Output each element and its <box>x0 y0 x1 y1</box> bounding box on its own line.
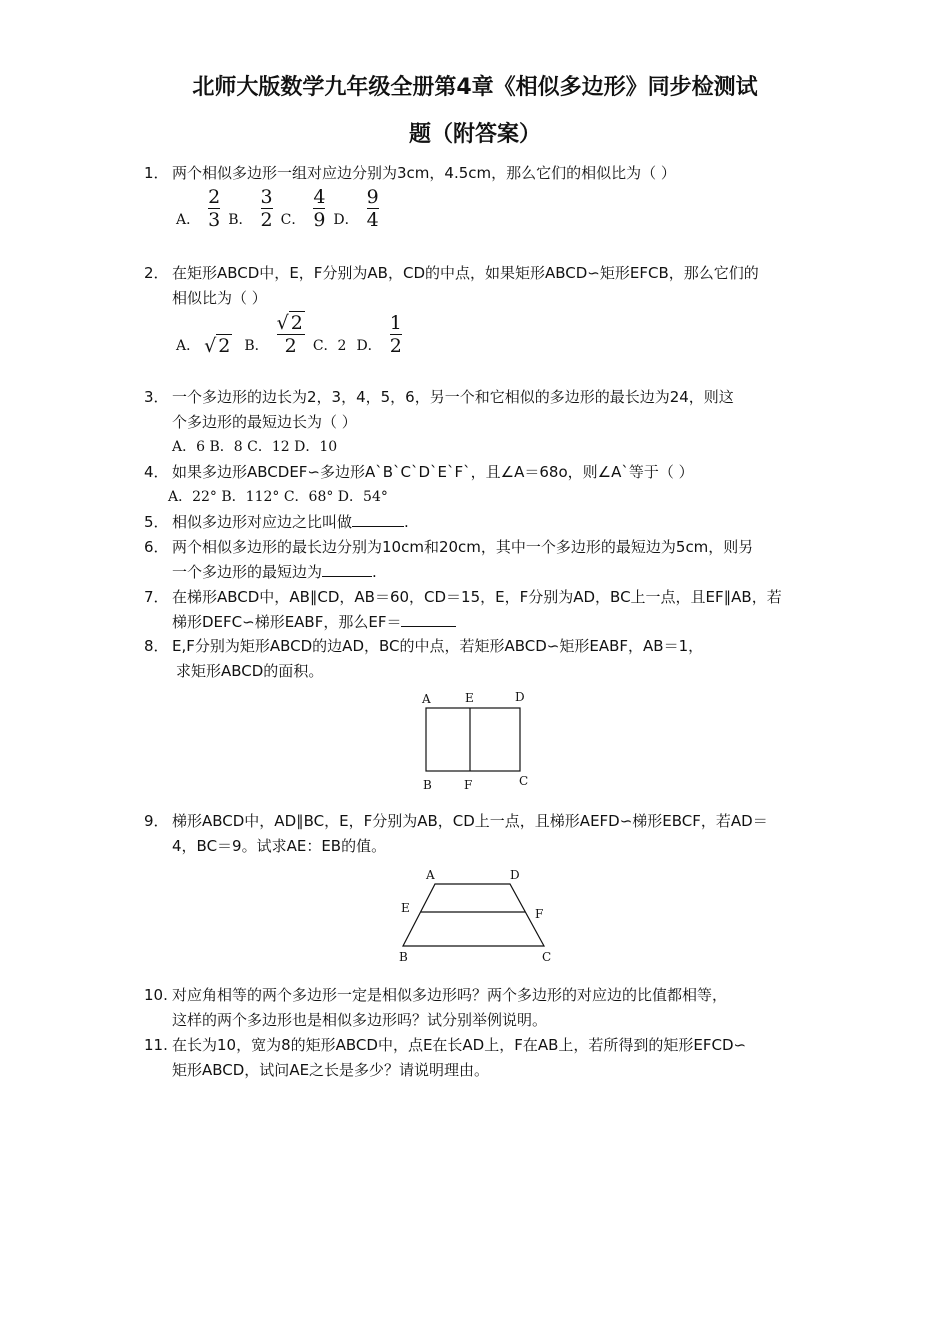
label-a: A <box>422 692 431 706</box>
radicand: 2 <box>218 335 231 357</box>
question-text: 在梯形ABCD中，AB∥CD，AB＝60，CD＝15，E，F分别为AD，BC上一点，且EF∥AB，若 <box>172 588 782 606</box>
question-text: 梯形ABCD中，AD∥BC，E，F分别为AB，CD上一点，且梯形AEFD∽梯形EBCF，若AD＝ <box>172 812 768 830</box>
punctuation: . <box>404 513 409 531</box>
question-text-cont: 求矩形ABCD的面积。 <box>176 662 324 680</box>
question-4 <box>144 460 814 510</box>
label-d: D <box>515 690 525 704</box>
option-label: D． <box>356 338 382 354</box>
denominator: 2 <box>389 335 402 357</box>
question-number: 10. <box>144 986 168 1004</box>
question-1 <box>144 161 814 186</box>
option-c-fraction <box>313 186 325 231</box>
question-2 <box>144 261 814 311</box>
label-c: C <box>519 774 529 788</box>
option-label: B． <box>244 338 269 354</box>
answer-blank[interactable] <box>401 626 456 627</box>
question-text: 两个相似多边形一组对应边分别为3cm，4.5cm，那么它们的相似比为（ ） <box>172 164 676 182</box>
option-a-fraction <box>208 186 220 231</box>
question-text: 两个相似多边形的最长边分别为10cm和20cm，其中一个多边形的最短边为5cm，则另 <box>172 538 754 556</box>
label-e: E <box>465 691 474 705</box>
question-11 <box>144 1033 814 1083</box>
label-c: C <box>542 950 552 964</box>
denominator: 4 <box>366 209 379 231</box>
question-number: 4． <box>144 463 169 481</box>
denominator: 3 <box>208 209 221 231</box>
option-d-fraction <box>367 186 379 231</box>
numerator: 4 <box>313 186 326 208</box>
question-text-cont: 4，BC＝9。试求AE：EB的值。 <box>172 837 387 855</box>
title-line-1: 北师大版数学九年级全册第4章《相似多边形》同步检测试 <box>192 75 758 100</box>
question-text: 如果多边形ABCDEF∽多边形A`B`C`D`E`F`，且∠A＝68o，则∠A`等于（ ） <box>172 463 694 481</box>
label-e: E <box>401 901 410 915</box>
question-1-options <box>176 186 383 231</box>
question-2-options <box>176 312 406 357</box>
option-label: C． <box>280 212 306 228</box>
label-a: A <box>426 868 435 882</box>
question-number: 5． <box>144 513 169 531</box>
question-text-cont: 矩形ABCD，试问AE之长是多少？请说明理由。 <box>172 1061 490 1079</box>
question-text-cont: 一个多边形的最短边为 <box>172 563 323 581</box>
label-b: B <box>423 778 432 792</box>
numerator: √ 2 <box>276 312 303 334</box>
trapezoid-abcd <box>403 884 544 946</box>
option-a-sqrt: √ 2 <box>204 335 231 357</box>
rectangle-abcd <box>426 708 520 771</box>
question-number: 1． <box>144 164 169 182</box>
answer-blank[interactable] <box>352 526 404 527</box>
label-f: F <box>535 907 544 921</box>
question-text: 相似多边形对应边之比叫做 <box>172 513 353 531</box>
radicand: 2 <box>290 312 303 334</box>
question-text: 在长为10，宽为8的矩形ABCD中，点E在长AD上，F在AB上，若所得到的矩形EFCD∽ <box>172 1036 747 1054</box>
answer-blank[interactable] <box>322 576 372 577</box>
question-6 <box>144 535 814 585</box>
question-10 <box>144 983 814 1033</box>
option-label: D． <box>333 212 359 228</box>
option-label: A． <box>176 212 201 228</box>
option-label: B． <box>228 212 253 228</box>
option-c: C．2 <box>312 338 347 354</box>
label-f: F <box>464 778 473 792</box>
rectangle-figure <box>415 688 535 794</box>
question-number: 11. <box>144 1036 168 1054</box>
numerator: 2 <box>208 186 221 208</box>
question-number: 8． <box>144 637 169 655</box>
question-number: 2． <box>144 264 169 282</box>
numerator: 9 <box>366 186 379 208</box>
question-8 <box>144 634 814 684</box>
question-number: 6． <box>144 538 169 556</box>
question-text-cont: 这样的两个多边形也是相似多边形吗？试分别举例说明。 <box>172 1011 548 1029</box>
question-options: A．6 B．8 C．12 D．10 <box>172 439 338 455</box>
question-3 <box>144 385 814 460</box>
question-options: A．22° B．112° C．68° D．54° <box>168 489 388 505</box>
question-text: 对应角相等的两个多边形一定是相似多边形吗？两个多边形的对应边的比值都相等， <box>172 986 728 1004</box>
question-number: 7． <box>144 588 169 606</box>
option-d-fraction <box>390 312 402 357</box>
question-5 <box>144 510 814 535</box>
denominator: 9 <box>313 209 326 231</box>
label-d: D <box>510 868 520 882</box>
option-b-fraction <box>261 186 273 231</box>
question-text: 一个多边形的边长为2，3，4，5，6，另一个和它相似的多边形的最长边为24，则这 <box>172 388 734 406</box>
numerator: 3 <box>260 186 273 208</box>
question-number: 9． <box>144 812 169 830</box>
question-text-cont: 梯形DEFC∽梯形EABF，那么EF＝ <box>172 613 402 631</box>
option-label: A． <box>176 338 201 354</box>
title-line-2: 题（附答案） <box>408 122 541 147</box>
denominator: 2 <box>260 209 273 231</box>
question-text-cont: 个多边形的最短边长为（ ） <box>172 413 357 431</box>
question-7 <box>144 585 814 635</box>
numerator: 1 <box>389 312 402 334</box>
label-b: B <box>399 950 408 964</box>
trapezoid-figure <box>392 864 562 968</box>
question-text: 在矩形ABCD中，E，F分别为AB，CD的中点，如果矩形ABCD∽矩形EFCB，那么它们的 <box>172 264 759 282</box>
question-number: 3． <box>144 388 169 406</box>
question-text: E,F分别为矩形ABCD的边AD，BC的中点，若矩形ABCD∽矩形EABF，AB＝1， <box>172 637 704 655</box>
question-text-cont: 相似比为（ ） <box>172 289 267 307</box>
punctuation: . <box>372 563 377 581</box>
option-b-fraction <box>277 312 305 357</box>
denominator: 2 <box>284 335 297 357</box>
question-9 <box>144 809 814 859</box>
